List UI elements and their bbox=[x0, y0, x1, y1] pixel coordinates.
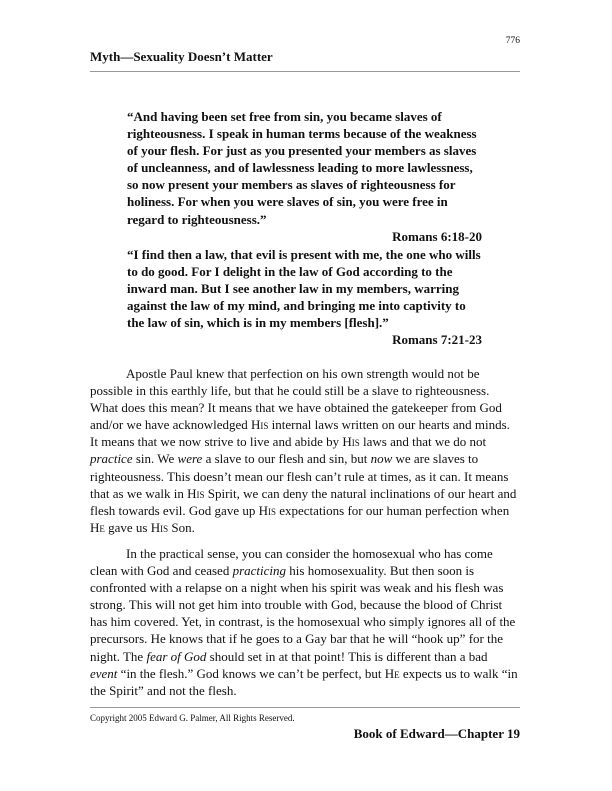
quote-text: “I find then a law, that evil is present with me, the one who wills to do good. For I delight in the law of God according to the inward man. But I see another law in my members, warring against the law of my mind, and bringing me into captivity to the law of sin, which is in my members [flesh].” bbox=[127, 247, 481, 331]
body-paragraph-1: Apostle Paul knew that perfection on his own strength would not be possible in this earthly life, but that he could still be a slave to righteousness. What does this mean? It means that we have obtained the gatekeeper from God and/or we have acknowledged His internal laws written on our hearts and minds. It means that we now strive to live and abide by His laws and that we do not practice sin. We were a slave to our flesh and sin, but now we are slaves to righteousness. This doesn’t mean our flesh can’t rule at times, as it can. It means that as we walk in His Spirit, we can deny the natural inclinations of our heart and flesh towards evil. God gave up His expectations for our human perfection when He gave us His Son. bbox=[90, 366, 517, 535]
body-paragraph-2: In the practical sense, you can consider the homosexual who has come clean with God and ceased practicing his homosexuality. But then soon is confronted with a relapse on a night when his spirit was weak and his flesh was strong. This will not get him into trouble with God, because the blood of Christ has him covered. Yet, in contrast, is the homosexual who simply ignores all of the precursors. He knows that if he goes to a Gay bar that he will “hook up” for the night. The fear of God should set in at that point! This is different than a bad event “in the flesh.” God knows we can’t be perfect, but He expects us to walk “in the Spirit” and not the flesh. bbox=[90, 546, 518, 698]
scripture-quote-romans-6 bbox=[127, 108, 482, 245]
book-chapter-footer: Book of Edward—Chapter 19 bbox=[353, 726, 520, 741]
scripture-quote-romans-7 bbox=[127, 246, 482, 349]
copyright-notice: Copyright 2005 Edward G. Palmer, All Rights Reserved. bbox=[90, 713, 295, 723]
running-title: Myth—Sexuality Doesn’t Matter bbox=[90, 49, 273, 64]
footer-rule bbox=[90, 707, 520, 708]
page-number: 776 bbox=[505, 36, 520, 46]
quote-reference: Romans 6:18-20 bbox=[392, 228, 482, 244]
quote-text: “And having been set free from sin, you became slaves of righteousness. I speak in human terms because of the weakness of your flesh. For just as you presented your members as slaves of uncleanness, and of lawlessness leading to more lawlessness, so now present your members as slaves of righteousness for holiness. For when you were slaves of sin, you were free in regard to righteousness.” bbox=[127, 109, 477, 227]
quote-reference: Romans 7:21-23 bbox=[392, 332, 482, 348]
header-rule bbox=[90, 71, 520, 72]
